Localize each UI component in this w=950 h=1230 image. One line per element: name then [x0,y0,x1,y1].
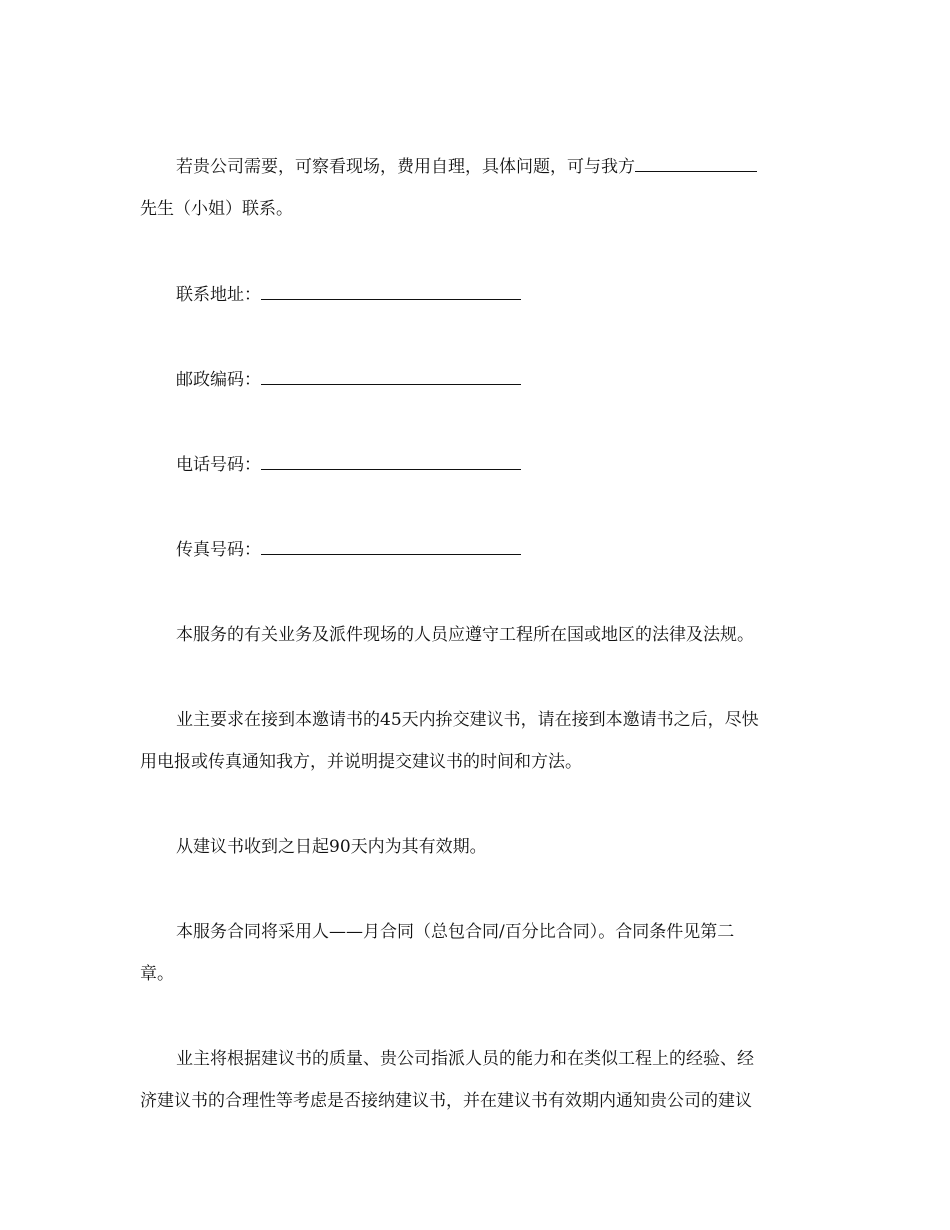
address-field [176,274,521,316]
paragraph-site-visit [140,146,812,230]
postcode-label: 邮政编码： [176,370,261,390]
phone-label: 电话号码： [176,455,261,475]
submission-text-line2: 用电报或传真通知我方，并说明提交建议书的时间和方法。 [140,752,582,772]
address-blank [261,279,521,300]
address-label: 联系地址： [176,285,261,305]
contract-type-text-line2: 章。 [140,964,174,984]
postcode-field [176,359,521,401]
paragraph-submission [140,699,812,783]
paragraph-contract-type [140,911,812,995]
submission-text-line1: 业主要求在接到本邀请书的45天内拚交建议书，请在接到本邀请书之后，尽快 [176,710,759,730]
fax-blank [261,534,521,555]
paragraph-evaluation [140,1038,812,1122]
paragraph-validity [140,826,812,868]
evaluation-text-line1: 业主将根据建议书的质量、贵公司指派人员的能力和在类似工程上的经验、经 [176,1049,754,1069]
paragraph-laws [140,614,812,656]
contract-type-text-line1: 本服务合同将采用人——月合同（总包合同/百分比合同）。合同条件见第二 [176,922,735,942]
evaluation-text-line2: 济建议书的合理性等考虑是否接纳建议书，并在建议书有效期内通知贵公司的建议 [140,1091,752,1111]
site-visit-text: 若贵公司需要，可察看现场，费用自理，具体问题，可与我方 [176,157,635,177]
validity-text: 从建议书收到之日起90天内为其有效期。 [176,837,487,857]
fax-field [176,529,521,571]
site-visit-text-line2: 先生（小姐）联系。 [140,199,293,219]
phone-blank [261,449,521,470]
laws-text: 本服务的有关业务及派件现场的人员应遵守工程所在国或地区的法律及法规。 [176,625,754,645]
postcode-blank [261,364,521,385]
phone-field [176,444,521,486]
fax-label: 传真号码： [176,540,261,560]
contact-person-blank [635,151,757,172]
